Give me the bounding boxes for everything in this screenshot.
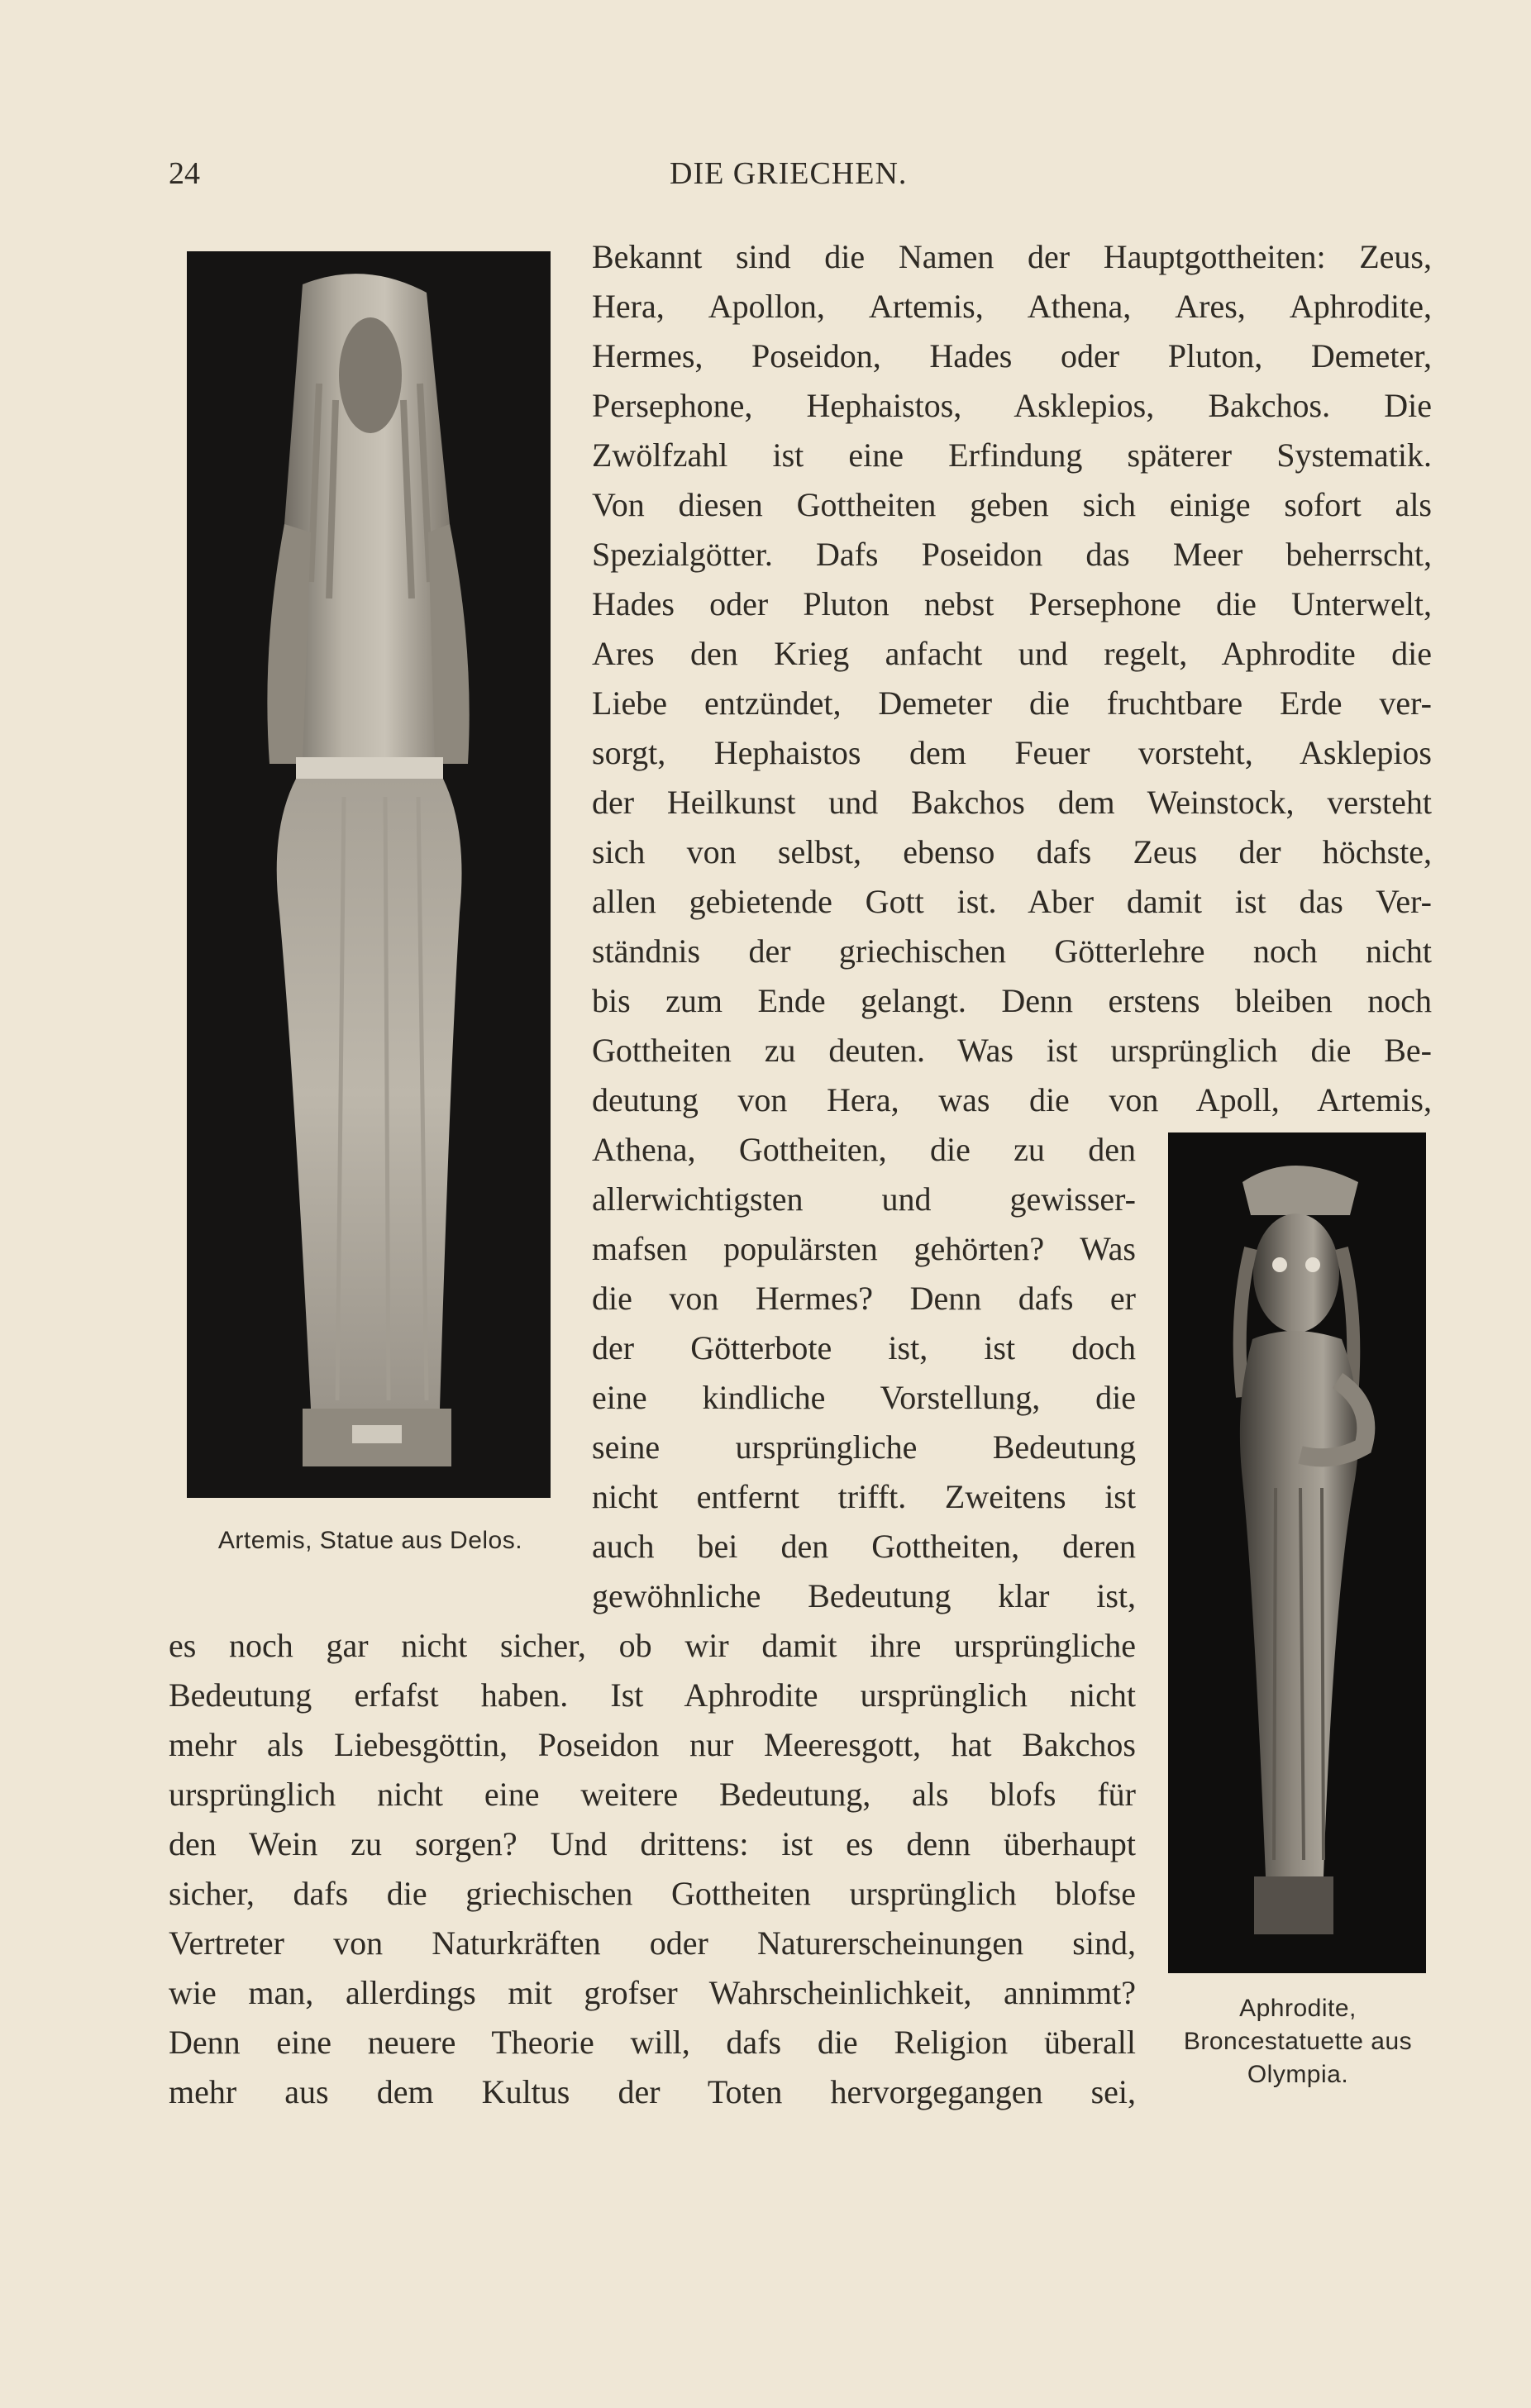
artemis-statue-image (187, 251, 551, 1498)
body-line-28: gewöhnliche Bedeutung klar ist, (592, 1577, 1136, 1614)
body-line-35: Vertreter von Naturkräften oder Naturerscheinungen sind, (169, 1924, 1136, 1962)
body-line-26: nicht entfernt trifft. Zweitens ist (592, 1478, 1136, 1515)
body-line-22: die von Hermes? Denn dafs er (592, 1280, 1136, 1317)
body-line-13: sich von selbst, ebenso dafs Zeus der höchste, (592, 833, 1432, 870)
body-line-32: ursprünglich nicht eine weitere Bedeutung, als blofs für (169, 1776, 1136, 1813)
running-head: DIE GRIECHEN. (670, 156, 908, 191)
aphrodite-caption-line-2: Broncestatuette aus (1183, 2028, 1413, 2055)
body-line-10: Liebe entzündet, Demeter die fruchtbare Erde ver- (592, 684, 1432, 722)
body-line-34: sicher, dafs die griechischen Gottheiten ursprünglich blofse (169, 1875, 1136, 1912)
artemis-caption: Artemis, Statue aus Delos. (217, 1527, 523, 1554)
aphrodite-caption-line-3: Olympia. (1247, 2061, 1349, 2088)
body-line-38: mehr aus dem Kultus der Toten hervorgegangen sei, (169, 2073, 1136, 2110)
body-line-27: auch bei den Gottheiten, deren (592, 1528, 1136, 1565)
body-line-37: Denn eine neuere Theorie will, dafs die Religion überall (169, 2024, 1136, 2061)
body-line-8: Hades oder Pluton nebst Persephone die Unterwelt, (592, 585, 1432, 622)
page-number: 24 (169, 156, 200, 191)
body-line-17: Gottheiten zu deuten. Was ist ursprünglich die Be- (592, 1032, 1432, 1069)
aphrodite-caption (1141, 1992, 1455, 2091)
body-line-15: ständnis der griechischen Götterlehre noch nicht (592, 932, 1432, 970)
body-line-1: Bekannt sind die Namen der Hauptgottheiten: Zeus, (592, 238, 1432, 275)
body-line-11: sorgt, Hephaistos dem Feuer vorsteht, Asklepios (592, 734, 1432, 771)
body-line-14: allen gebietende Gott ist. Aber damit ist das Ver- (592, 883, 1432, 920)
body-line-7: Spezialgötter. Dafs Poseidon das Meer beherrscht, (592, 536, 1432, 573)
body-line-20: allerwichtigsten und gewisser- (592, 1180, 1136, 1218)
body-line-12: der Heilkunst und Bakchos dem Weinstock, versteht (592, 784, 1432, 821)
body-line-6: Von diesen Gottheiten geben sich einige sofort als (592, 486, 1432, 523)
body-line-23: der Götterbote ist, ist doch (592, 1329, 1136, 1366)
body-line-16: bis zum Ende gelangt. Denn erstens bleiben noch (592, 982, 1432, 1019)
body-line-5: Zwölfzahl ist eine Erfindung späterer Systematik. (592, 436, 1432, 474)
aphrodite-statuette-photo (1168, 1132, 1426, 1973)
body-line-36: wie man, allerdings mit grofser Wahrscheinlichkeit, annimmt? (169, 1974, 1136, 2011)
body-line-21: mafsen populärsten gehörten? Was (592, 1230, 1136, 1267)
body-line-19: Athena, Gottheiten, die zu den (592, 1131, 1136, 1168)
body-line-33: den Wein zu sorgen? Und drittens: ist es denn überhaupt (169, 1825, 1136, 1862)
body-line-9: Ares den Krieg anfacht und regelt, Aphrodite die (592, 635, 1432, 672)
body-line-25: seine ursprüngliche Bedeutung (592, 1428, 1136, 1466)
body-line-24: eine kindliche Vorstellung, die (592, 1379, 1136, 1416)
body-line-2: Hera, Apollon, Artemis, Athena, Ares, Aphrodite, (592, 288, 1432, 325)
body-line-31: mehr als Liebesgöttin, Poseidon nur Meeresgott, hat Bakchos (169, 1726, 1136, 1763)
artemis-statue-photo (187, 251, 551, 1498)
aphrodite-statuette-image (1168, 1132, 1426, 1973)
body-line-29: es noch gar nicht sicher, ob wir damit ihre ursprüngliche (169, 1627, 1136, 1664)
body-line-18: deutung von Hera, was die von Apoll, Artemis, (592, 1081, 1432, 1118)
body-line-30: Bedeutung erfafst haben. Ist Aphrodite ursprünglich nicht (169, 1676, 1136, 1714)
body-line-3: Hermes, Poseidon, Hades oder Pluton, Demeter, (592, 337, 1432, 374)
aphrodite-caption-line-1: Aphrodite, (1239, 1995, 1357, 2022)
body-line-4: Persephone, Hephaistos, Asklepios, Bakchos. Die (592, 387, 1432, 424)
